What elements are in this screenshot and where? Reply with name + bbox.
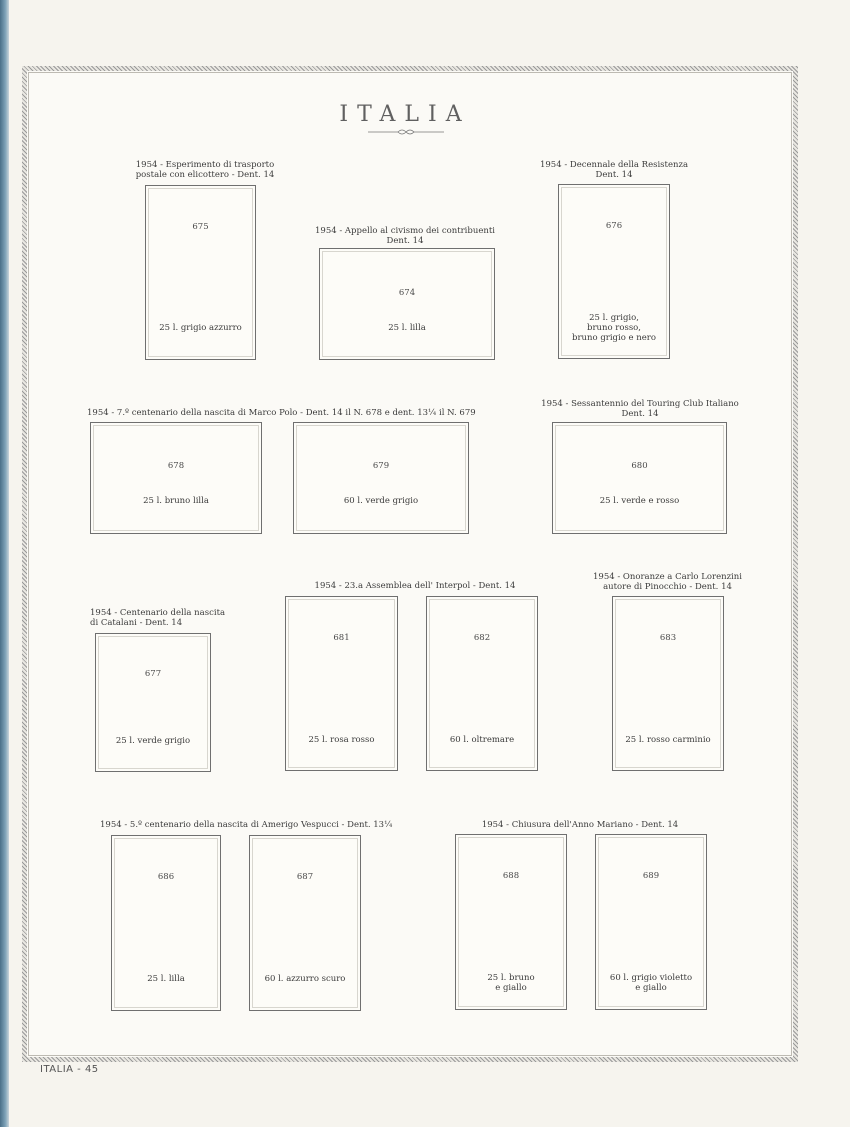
stamp-number: 677	[144, 669, 162, 679]
stamp-mount-676	[558, 184, 670, 359]
stamp-value: 60 l. verde grigio	[343, 496, 419, 506]
stamp-mount-689	[595, 834, 707, 1010]
stamp-number: 686	[157, 872, 175, 882]
stamp-value: 25 l. verde e rosso	[599, 496, 680, 506]
stamp-value: 25 l. lilla	[147, 974, 185, 984]
stamp-value: 25 l. bruno lilla	[143, 496, 209, 506]
section-caption-anno-mariano: 1954 - Chiusura dell'Anno Mariano - Dent. 14	[481, 820, 679, 830]
stamp-value: 60 l. grigio violetto e giallo	[609, 973, 693, 993]
stamp-mount-687	[249, 835, 361, 1011]
stamp-mount-681	[285, 596, 398, 771]
stamp-mount-679	[293, 422, 469, 534]
section-caption-resistenza: 1954 - Decennale della Resistenza Dent. 14	[539, 160, 689, 180]
stamp-value: 25 l. rosa rosso	[308, 735, 375, 745]
stamp-number: 674	[398, 288, 416, 298]
stamp-value: 25 l. verde grigio	[115, 736, 191, 746]
stamp-number: 683	[659, 633, 677, 643]
stamp-mount-688	[455, 834, 567, 1010]
stamp-mount-675	[145, 185, 256, 360]
stamp-value: 25 l. grigio, bruno rosso, bruno grigio e nero	[572, 313, 656, 343]
album-spine	[0, 0, 9, 1127]
stamp-mount-677	[95, 633, 211, 772]
section-caption-pinocchio: 1954 - Onoranze a Carlo Lorenzini autore di Pinocchio - Dent. 14	[593, 572, 742, 592]
stamp-number: 675	[192, 222, 209, 232]
stamp-number: 687	[296, 872, 314, 882]
stamp-value: 60 l. oltremare	[449, 735, 515, 745]
stamp-number: 682	[473, 633, 491, 643]
stamp-mount-678	[90, 422, 262, 534]
stamp-number: 688	[502, 871, 520, 881]
section-caption-marco-polo: 1954 - 7.º centenario della nascita di Marco Polo - Dent. 14 il N. 678 e dent. 13¼ il N. 679	[87, 408, 476, 418]
stamp-value: 60 l. azzurro scuro	[264, 974, 346, 984]
stamp-number: 678	[167, 461, 185, 471]
stamp-value: 25 l. grigio azzurro	[159, 323, 242, 333]
page-title: ITALIA	[339, 102, 471, 127]
stamp-number: 679	[372, 461, 390, 471]
stamp-mount-680	[552, 422, 727, 534]
stamp-number: 680	[631, 461, 648, 471]
section-caption-interpol: 1954 - 23.a Assemblea dell' Interpol - Dent. 14	[314, 581, 516, 591]
stamp-mount-674	[319, 248, 495, 360]
stamp-number: 676	[605, 221, 623, 231]
stamp-mount-683	[612, 596, 724, 771]
section-caption-catalani: 1954 - Centenario della nascita di Catalani - Dent. 14	[90, 608, 226, 628]
section-caption-helicopter-mail: 1954 - Esperimento di trasporto postale con elicottero - Dent. 14	[135, 160, 275, 180]
stamp-value: 25 l. bruno e giallo	[487, 973, 535, 993]
section-caption-taxpayers: 1954 - Appello al civismo dei contribuenti Dent. 14	[315, 226, 495, 246]
stamp-number: 689	[642, 871, 660, 881]
section-caption-vespucci: 1954 - 5.º centenario della nascita di Amerigo Vespucci - Dent. 13¼	[100, 820, 393, 830]
stamp-mount-682	[426, 596, 538, 771]
stamp-mount-686	[111, 835, 221, 1011]
page-footer: ITALIA - 45	[40, 1064, 99, 1075]
section-caption-touring-club: 1954 - Sessantennio del Touring Club Italiano Dent. 14	[541, 399, 739, 419]
stamp-number: 681	[333, 633, 350, 643]
stamp-value: 25 l. rosso carminio	[625, 735, 711, 745]
title-ornament	[368, 128, 444, 136]
stamp-value: 25 l. lilla	[388, 323, 426, 333]
